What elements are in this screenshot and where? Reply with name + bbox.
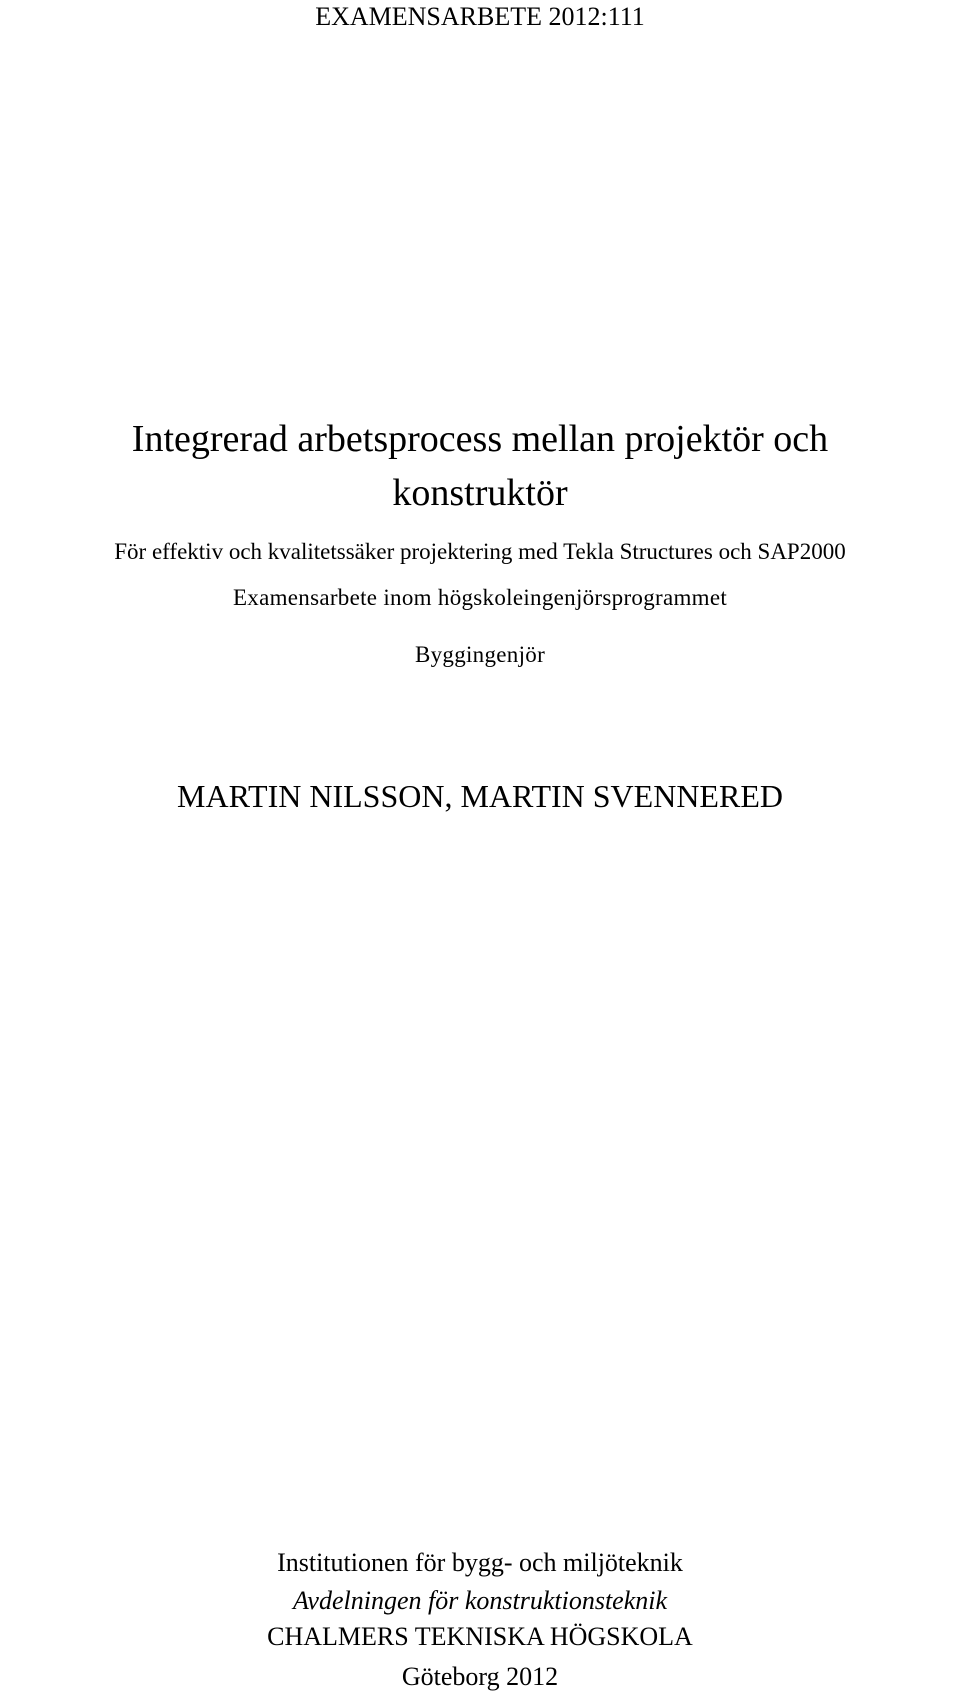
place-and-year: Göteborg 2012 <box>401 1662 559 1691</box>
authors: MARTIN NILSSON, MARTIN SVENNERED <box>177 778 783 814</box>
division: Avdelningen för konstruktionsteknik <box>292 1586 668 1615</box>
thesis-subtitle: För effektiv och kvalitetssäker projektering med Tekla Structures och SAP2000 <box>114 539 846 564</box>
university: CHALMERS TEKNISKA HÖGSKOLA <box>267 1622 693 1651</box>
department: Institutionen för bygg- och miljöteknik <box>277 1548 683 1577</box>
specialization: Byggingenjör <box>414 642 546 667</box>
thesis-title-line-1: Integrerad arbetsprocess mellan projektör och <box>131 418 829 460</box>
thesis-title-line-2: konstruktör <box>392 472 568 514</box>
degree-programme: Examensarbete inom högskoleingenjörsprogrammet <box>232 585 728 610</box>
report-series-number: EXAMENSARBETE 2012:111 <box>315 2 645 31</box>
